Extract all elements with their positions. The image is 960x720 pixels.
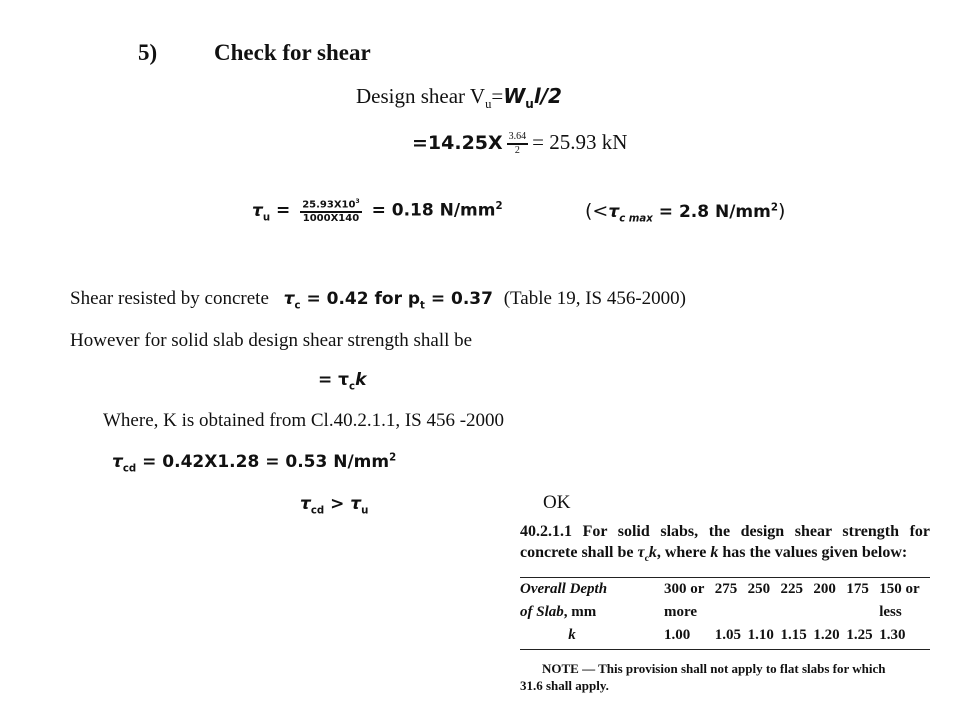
k-value-1: 1.05 (714, 627, 741, 644)
tcd-symbol: τ (112, 452, 123, 472)
k-value-4: 1.20 (813, 627, 840, 644)
calc-frac-den: 2 (514, 145, 520, 157)
tcd-sub: cd (122, 463, 137, 475)
design-shear-line (356, 84, 562, 112)
tau-max-sup: 2 (770, 202, 778, 214)
table-row (520, 578, 930, 601)
table-header-label-2 (520, 601, 664, 624)
k-table (520, 578, 930, 647)
tau-u-line (252, 196, 503, 225)
clause-tau-sub: c (644, 553, 649, 565)
ok-text: OK (543, 492, 571, 513)
tcd-compare-op: > (330, 494, 345, 514)
tau-u-symbol: τ (252, 200, 263, 221)
table-header-slab: of Slab (520, 604, 564, 621)
depth-line2-6: less (879, 604, 902, 621)
table-bottom-rule (520, 649, 930, 650)
solid-slab-text: However for solid slab design shear strength shall be (70, 330, 473, 351)
depth-2: 250 (747, 581, 771, 598)
tau-max-result: = 2.8 N/mm (658, 202, 771, 222)
clause-number: 40.2.1.1 (520, 523, 572, 540)
k-value-0: 1.00 (664, 627, 691, 644)
depth-0: 300 or (664, 581, 705, 598)
clause-k-italic: k (710, 544, 719, 561)
tcd-line (112, 452, 396, 474)
depth-4: 200 (813, 581, 836, 598)
tau-u-result-sup: 2 (495, 201, 503, 212)
tau-u-frac-sup: 3 (355, 198, 360, 205)
design-shear-w: W (503, 84, 526, 108)
tcd-compare-rhs: τ (350, 494, 362, 514)
depth-line2-3 (781, 601, 814, 624)
tc-k-sub: c (349, 381, 356, 393)
tau-max-open: (< (585, 200, 609, 222)
calc-prefix: =14.25X (412, 132, 503, 154)
clause-note: NOTE — This provision shall not apply to flat slabs for which (542, 661, 886, 677)
tau-u-sub: u (262, 212, 271, 224)
tc-k-k: k (355, 370, 367, 390)
table-row (520, 624, 930, 647)
k-value-3: 1.15 (780, 627, 807, 644)
depth-3: 225 (780, 581, 803, 598)
tau-u-frac-num: 25.93X10 (302, 199, 356, 211)
table-header-unit: , mm (563, 604, 597, 621)
depth-line2-0: more (664, 604, 698, 621)
k-label: k (568, 627, 576, 644)
shear-concrete-text: Shear resisted by concrete (70, 288, 269, 309)
tau-u-eq: = (276, 200, 291, 221)
design-shear-label: Design shear V (356, 84, 486, 108)
clause-note-line2: 31.6 shall apply. (520, 678, 609, 694)
tau-u-frac-den: 1000X140 (302, 213, 360, 225)
depth-6: 150 or (879, 581, 920, 598)
tau-max-sub: c max (619, 213, 653, 225)
calc-result: = 25.93 kN (532, 130, 628, 154)
k-value-2: 1.10 (747, 627, 774, 644)
design-shear-sub: u (485, 97, 492, 112)
section-number: 5) (138, 40, 158, 65)
clause-excerpt (520, 521, 930, 694)
depth-line2-1 (715, 601, 748, 624)
k-value-5: 1.25 (846, 627, 873, 644)
depth-line2-2 (748, 601, 781, 624)
design-shear-rest: l/2 (533, 84, 562, 108)
clause-text-c: has the values given below: (718, 544, 908, 561)
tc-k-eq: = τ (318, 370, 350, 390)
clause-k-text: k (648, 544, 657, 561)
tcd-compare-rhs-sub: u (361, 505, 369, 517)
depth-5: 175 (846, 581, 869, 598)
shear-p-sub: t (420, 300, 425, 312)
shear-tau-sub: c (294, 300, 301, 312)
clause-text-b: , where (656, 544, 711, 561)
shear-expr: = 0.42 for p (306, 289, 421, 309)
clause-paragraph (520, 521, 930, 569)
depth-1: 275 (714, 581, 738, 598)
clause-text-a: For solid slabs, the design shear strength for concrete shall be (520, 523, 930, 561)
tau-max-symbol: τ (608, 202, 620, 222)
shear-tau-symbol: τ (283, 289, 295, 309)
clause-tau-symbol: τ (637, 544, 645, 561)
shear-concrete-line (70, 288, 686, 311)
tau-max-line (585, 200, 785, 224)
calc-frac-num: 3.64 (508, 131, 527, 143)
tc-k-line (318, 370, 366, 392)
tcd-sup: 2 (389, 452, 397, 464)
calc-fraction (507, 131, 529, 157)
tau-u-result: = 0.18 N/mm (371, 200, 496, 221)
tcd-expr: = 0.42X1.28 = 0.53 N/mm (142, 452, 390, 472)
design-shear-w-sub: u (525, 97, 534, 111)
depth-line2-5 (846, 601, 879, 624)
table-header-label-1: Overall Depth (520, 581, 608, 598)
section-title: Check for shear (214, 40, 371, 65)
shear-p-val: = 0.37 (430, 289, 493, 309)
tcd-compare-sub: cd (310, 505, 325, 517)
shear-ref: (Table 19, IS 456-2000) (503, 288, 687, 309)
table-row (520, 601, 930, 624)
calc-line (412, 130, 627, 157)
k-value-6: 1.30 (879, 627, 906, 644)
tau-u-fraction (300, 196, 361, 225)
design-shear-eq: = (491, 84, 504, 108)
tcd-compare-symbol: τ (300, 494, 311, 514)
tau-max-close: ) (777, 200, 786, 222)
where-text: Where, K is obtained from Cl.40.2.1.1, IS 456 -2000 (103, 410, 505, 431)
depth-line2-4 (813, 601, 846, 624)
tcd-compare (300, 494, 368, 516)
